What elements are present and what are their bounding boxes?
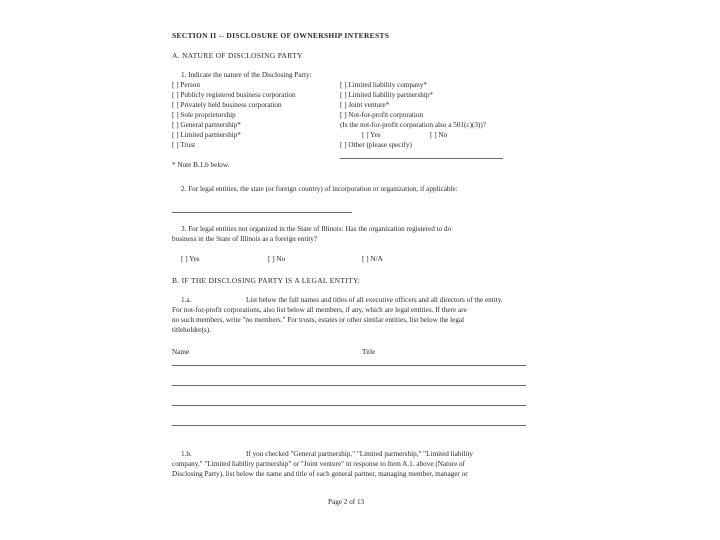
item-1a-line-1: List below the full names and titles of all executive officers and all directors of the entity. <box>246 296 503 304</box>
nfp-question: (Is the not-for-profit corporation also a 501(c)(3))? <box>340 121 486 129</box>
checkbox-private-corporation[interactable]: [ ] Privately held business corporation <box>172 101 282 109</box>
checkbox-nfp-yes[interactable]: [ ] Yes <box>362 131 381 139</box>
checkbox-registered-no[interactable]: [ ] No <box>268 255 286 263</box>
checkbox-nfp-no[interactable]: [ ] No <box>430 131 448 139</box>
checkbox-llc[interactable]: [ ] Limited liability company* <box>340 81 428 89</box>
other-specify-line[interactable] <box>340 158 503 159</box>
checkbox-person[interactable]: [ ] Person <box>172 81 200 89</box>
officer-entry-line[interactable] <box>172 385 526 386</box>
column-name: Name <box>172 348 190 356</box>
checkbox-sole-proprietorship[interactable]: [ ] Sole proprietorship <box>172 111 236 119</box>
checkbox-limited-partnership[interactable]: [ ] Limited partnership* <box>172 131 241 139</box>
officer-entry-line[interactable] <box>172 425 526 426</box>
state-of-incorporation-line[interactable] <box>172 212 352 213</box>
checkbox-general-partnership[interactable]: [ ] General partnership* <box>172 121 241 129</box>
page-number: Page 2 of 13 <box>328 498 365 506</box>
item-1a-line-3: no such members, write "no members." For trusts, estates or other similar entities, list below the legal <box>172 316 465 324</box>
officer-entry-line[interactable] <box>172 365 526 366</box>
checkbox-joint-venture[interactable]: [ ] Joint venture* <box>340 101 390 109</box>
note-b1b: * Note B.1.b below. <box>172 161 230 169</box>
item-1b-line-1: If you checked "General partnership," "Limited partnership," "Limited liability <box>246 450 474 458</box>
question-3-line-1: 3. For legal entities not organized in the State of Illinois: Has the organization registered to do <box>181 225 452 233</box>
section-title: SECTION II -- DISCLOSURE OF OWNERSHIP INTERESTS <box>172 31 390 40</box>
column-title: Title <box>362 348 376 356</box>
item-1a-line-4: titleholder(s). <box>172 326 211 334</box>
item-1b-label: 1.b. <box>181 450 192 458</box>
checkbox-other[interactable]: [ ] Other (please specify) <box>340 141 412 149</box>
officer-entry-line[interactable] <box>172 405 526 406</box>
checkbox-trust[interactable]: [ ] Trust <box>172 141 196 149</box>
part-a-heading: A. NATURE OF DISCLOSING PARTY <box>172 51 303 60</box>
checkbox-llp[interactable]: [ ] Limited liability partnership* <box>340 91 434 99</box>
question-1: 1. Indicate the nature of the Disclosing Party: <box>181 71 312 79</box>
question-2: 2. For legal entities, the state (or foreign country) of incorporation or organization, if applicable: <box>181 185 458 193</box>
checkbox-registered-yes[interactable]: [ ] Yes <box>181 255 200 263</box>
item-1b-line-2: company," "Limited liability partnership" or "Joint venture" in response to Item A.1. above (Nature of <box>172 460 466 468</box>
item-1a-label: 1.a. <box>181 296 192 304</box>
item-1b-line-3: Disclosing Party), list below the name and title of each general partner, managing member, manager or <box>172 470 468 478</box>
item-1a-line-2: For not-for-profit corporations, also list below all members, if any, which are legal entities. If there are <box>172 306 467 314</box>
part-b-heading: B. IF THE DISCLOSING PARTY IS A LEGAL ENTITY: <box>172 276 361 285</box>
checkbox-not-for-profit[interactable]: [ ] Not-for-profit corporation <box>340 111 424 119</box>
checkbox-public-corporation[interactable]: [ ] Publicly registered business corporation <box>172 91 296 99</box>
question-3-line-2: business in the State of Illinois as a foreign entity? <box>172 235 318 243</box>
checkbox-registered-na[interactable]: [ ] N/A <box>362 255 383 263</box>
